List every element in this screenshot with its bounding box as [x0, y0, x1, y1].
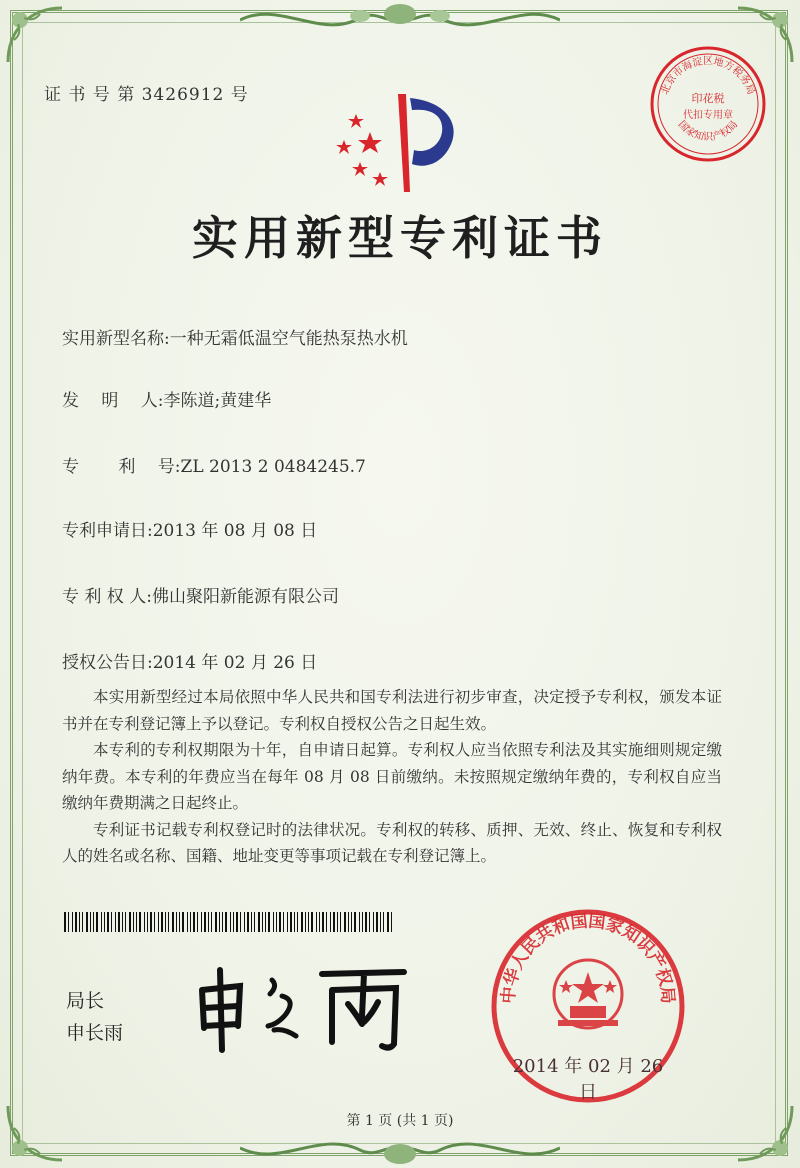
barcode-bar — [290, 912, 292, 932]
barcode-bar — [233, 912, 234, 932]
barcode-bar — [211, 912, 212, 932]
barcode-bar — [147, 912, 148, 932]
certificate-body — [62, 684, 722, 870]
director-name: 申长雨 — [66, 1022, 124, 1044]
barcode-bar — [244, 912, 245, 932]
barcode-bar — [236, 912, 238, 932]
barcode-bar — [359, 912, 360, 932]
barcode-bar — [294, 912, 295, 932]
barcode-bar — [139, 912, 141, 932]
barcode-bar — [273, 912, 274, 932]
barcode-bar — [369, 912, 370, 932]
body-paragraph: 本实用新型经过本局依照中华人民共和国专利法进行初步审查，决定授予专利权，颁发本证书并在专利登记簿上予以登记。专利权自授权公告之日起生效。 — [62, 688, 722, 733]
barcode-bar — [115, 912, 116, 932]
barcode-bar — [322, 912, 324, 932]
barcode-bar — [268, 912, 270, 932]
field-grant-date — [62, 648, 317, 673]
barcode-bar — [182, 912, 184, 932]
field-label: 专 利 号: — [62, 457, 181, 477]
barcode-bar — [348, 912, 349, 932]
svg-text:印花税: 印花税 — [691, 92, 725, 105]
barcode-bar — [215, 912, 217, 932]
barcode-bar — [219, 912, 220, 932]
field-value: 2013 年 08 月 08 日 — [152, 521, 318, 541]
barcode-bar — [330, 912, 331, 932]
barcode-bar — [297, 912, 298, 932]
field-value: 2014 年 02 月 26 日 — [152, 653, 318, 673]
barcode-bar — [265, 912, 266, 932]
barcode-bar — [354, 912, 356, 932]
barcode-bar — [154, 912, 155, 932]
certificate-number: 证 书 号 第 3426912 号 — [44, 85, 249, 105]
barcode-bar — [79, 912, 80, 932]
barcode-bar — [118, 912, 120, 932]
field-value: 一种无霜低温空气能热泵热水机 — [169, 329, 408, 349]
barcode-bar — [176, 912, 177, 932]
barcode-bar — [133, 912, 134, 932]
barcode-bar — [75, 912, 77, 932]
barcode-bar — [287, 912, 288, 932]
barcode-bar — [158, 912, 159, 932]
barcode-bar — [179, 912, 180, 932]
field-label: 专利申请日: — [62, 521, 153, 541]
barcode-bar — [258, 912, 260, 932]
barcode-bar — [373, 912, 374, 932]
barcode-bar — [144, 912, 145, 932]
barcode-bar — [111, 912, 112, 932]
field-label: 实用新型名称: — [62, 329, 170, 349]
barcode-bar — [351, 912, 352, 932]
barcode-bar — [251, 912, 252, 932]
svg-text:国家知识产权局: 国家知识产权局 — [675, 119, 741, 144]
barcode-bar — [122, 912, 123, 932]
barcode-bar — [101, 912, 102, 932]
svg-text:代扣专用章: 代扣专用章 — [683, 110, 733, 121]
barcode-bar — [276, 912, 277, 932]
barcode-bar — [387, 912, 389, 932]
director-title: 局长 — [66, 990, 105, 1012]
barcode-bar — [86, 912, 88, 932]
svg-text:北京市海淀区地方税务局: 北京市海淀区地方税务局 — [659, 56, 757, 97]
barcode-bar — [340, 912, 341, 932]
barcode-bar — [96, 912, 98, 932]
barcode-bar — [197, 912, 198, 932]
barcode-bar — [136, 912, 137, 932]
barcode-bar — [365, 912, 367, 932]
barcode-bar — [337, 912, 338, 932]
barcode-bar — [308, 912, 309, 932]
barcode-bar — [254, 912, 255, 932]
barcode-bar — [240, 912, 241, 932]
corner-ornament-icon — [0, 1098, 70, 1168]
barcode-bar — [222, 912, 223, 932]
barcode-bar — [380, 912, 381, 932]
bottom-scroll-ornament-icon — [240, 1130, 560, 1168]
field-inventor — [62, 386, 271, 411]
body-paragraph: 专利证书记载专利权登记时的法律状况。专利权的转移、质押、无效、终止、恢复和专利权人的姓名或名称、国籍、地址变更等事项记载在专利登记簿上。 — [62, 820, 722, 865]
barcode-bar — [190, 912, 191, 932]
barcode-bar — [125, 912, 126, 932]
barcode-bar — [107, 912, 109, 932]
barcode-bar — [391, 912, 392, 932]
field-utility-model-name — [62, 324, 408, 349]
barcode-bar — [376, 912, 378, 932]
barcode-bar — [129, 912, 131, 932]
barcode-bar — [72, 912, 73, 932]
barcode-bar — [204, 912, 206, 932]
barcode-bar — [326, 912, 327, 932]
barcode-bar — [201, 912, 202, 932]
barcode-bar — [301, 912, 303, 932]
field-value: 李陈道;黄建华 — [163, 391, 272, 411]
barcode-icon — [64, 912, 394, 932]
barcode-bar — [64, 912, 66, 932]
field-value: ZL 2013 2 0484245.7 — [180, 457, 366, 477]
barcode-bar — [168, 912, 169, 932]
barcode-bar — [82, 912, 83, 932]
field-label: 发 明 人: — [62, 391, 164, 411]
page-number: 第 1 页 (共 1 页) — [346, 1113, 454, 1129]
seal-date: 2014 年 02 月 26 日 — [512, 1056, 664, 1103]
corner-ornament-icon — [730, 1098, 800, 1168]
barcode-bar — [305, 912, 306, 932]
barcode-bar — [161, 912, 163, 932]
barcode-bar — [90, 912, 91, 932]
barcode-bar — [262, 912, 263, 932]
tax-stamp-icon — [648, 44, 768, 164]
barcode-bar — [93, 912, 94, 932]
barcode-bar — [187, 912, 188, 932]
barcode-bar — [283, 912, 284, 932]
field-label: 授权公告日: — [62, 653, 153, 673]
cipo-logo-icon — [330, 88, 470, 198]
field-application-date — [62, 516, 317, 541]
barcode-bar — [104, 912, 105, 932]
barcode-bar — [150, 912, 152, 932]
barcode-bar — [68, 912, 69, 932]
barcode-bar — [333, 912, 335, 932]
barcode-bar — [311, 912, 313, 932]
barcode-bar — [208, 912, 209, 932]
signature-icon — [182, 950, 422, 1060]
barcode-bar — [193, 912, 195, 932]
field-label: 专 利 权 人: — [62, 587, 152, 607]
barcode-bar — [172, 912, 174, 932]
barcode-bar — [344, 912, 346, 932]
corner-ornament-icon — [0, 0, 70, 70]
field-patentee — [62, 582, 339, 607]
barcode-bar — [230, 912, 231, 932]
barcode-bar — [383, 912, 384, 932]
barcode-bar — [316, 912, 317, 932]
top-scroll-ornament-icon — [240, 0, 560, 40]
barcode-bar — [279, 912, 281, 932]
barcode-bar — [247, 912, 249, 932]
barcode-bar — [362, 912, 363, 932]
field-value: 佛山聚阳新能源有限公司 — [151, 587, 339, 607]
barcode-bar — [165, 912, 166, 932]
svg-text:中华人民共和国国家知识产权局: 中华人民共和国国家知识产权局 — [498, 911, 678, 1005]
body-paragraph: 本专利的专利权期限为十年，自申请日起算。专利权人应当依照专利法及其实施细则规定缴纳年费。本专利的年费应当在每年 08 月 08 日前缴纳。未按照规定缴纳年费的，专利权自应当缴纳年费期满之日起终止。 — [62, 741, 722, 812]
barcode-bar — [225, 912, 227, 932]
barcode-bar — [319, 912, 320, 932]
certificate-title: 实用新型专利证书 — [192, 211, 608, 265]
field-patent-number — [62, 452, 366, 477]
